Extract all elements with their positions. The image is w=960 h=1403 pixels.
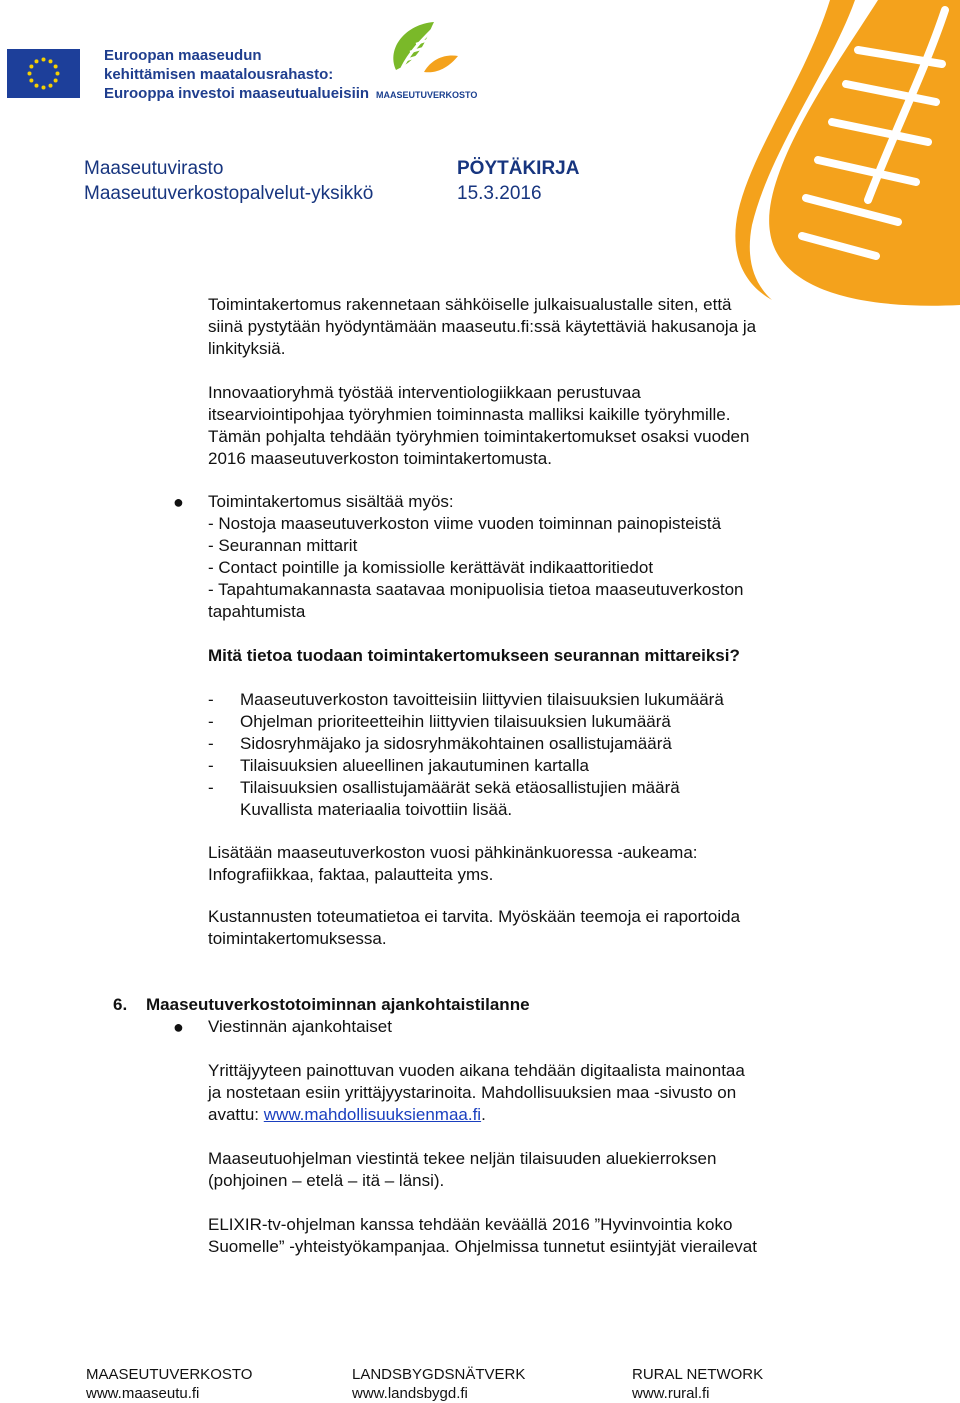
text-line: - Nostoja maaseutuverkoston viime vuoden toiminnan painopisteistä bbox=[208, 514, 722, 533]
footer-url[interactable]: www.landsbygd.fi bbox=[352, 1385, 468, 1402]
paragraph-platform bbox=[208, 294, 848, 360]
footer-name: RURAL NETWORK bbox=[632, 1366, 764, 1383]
list-item: - Ohjelman prioriteetteihin liittyvien tilaisuuksien lukumäärä bbox=[208, 712, 671, 731]
paragraph-innovation-group bbox=[208, 382, 848, 470]
text-line: ELIXIR-tv-ohjelman kanssa tehdään keväällä 2016 ”Hyvinvointia koko bbox=[208, 1215, 733, 1234]
footer-name: LANDSBYGDSNÄTVERK bbox=[352, 1366, 526, 1383]
mahdollisuuksienmaa-link[interactable]: www.mahdollisuuksienmaa.fi bbox=[263, 1105, 482, 1124]
text-line: Toimintakertomus sisältää myös: bbox=[208, 492, 454, 511]
text-span: avattu: bbox=[208, 1105, 264, 1124]
text-line: Lisätään maaseutuverkoston vuosi pähkinänkuoressa -aukeama: bbox=[208, 843, 698, 862]
document-date: 15.3.2016 bbox=[457, 183, 542, 204]
paragraph-entrepreneurship bbox=[208, 1060, 848, 1126]
text-line: ja nostetaan esiin yrittäjyystarinoita. Mahdollisuuksien maa -sivusto on bbox=[208, 1083, 737, 1102]
leaf-logo-icon bbox=[376, 18, 468, 80]
footer-col-maaseutuverkosto bbox=[86, 1365, 252, 1403]
text-line: Tämän pohjalta tehdään työryhmien toimintakertomukset osaksi vuoden bbox=[208, 427, 750, 446]
text-line: tapahtumista bbox=[208, 602, 306, 621]
list-item-text: Maaseutuverkoston tavoitteisiin liittyvien tilaisuuksien lukumäärä bbox=[240, 690, 724, 709]
footer-name: MAASEUTUVERKOSTO bbox=[86, 1366, 253, 1383]
list-item: - Tilaisuuksien alueellinen jakautuminen kartalla bbox=[208, 756, 590, 775]
eu-flag-icon bbox=[7, 49, 80, 98]
text-line bbox=[208, 1104, 848, 1126]
section-title: Maaseutuverkostotoiminnan ajankohtaistilanne bbox=[146, 995, 530, 1014]
text-line: Yrittäjyyteen painottuvan vuoden aikana tehdään digitaalista mainontaa bbox=[208, 1061, 745, 1080]
org-unit: Maaseutuverkostopalvelut-yksikkö bbox=[84, 183, 374, 204]
question-heading: Mitä tietoa tuodaan toimintakertomukseen seurannan mittareiksi? bbox=[208, 646, 740, 665]
list-item: - Tilaisuuksien osallistujamäärät sekä etäosallistujien määrä bbox=[208, 778, 680, 797]
text-line: Suomelle” -yhteistyökampanjaa. Ohjelmissa tunnetut esiintyjät vierailevat bbox=[208, 1237, 757, 1256]
section-number: 6. bbox=[113, 995, 128, 1014]
text-line: - Seurannan mittarit bbox=[208, 536, 358, 555]
text-span: . bbox=[481, 1105, 486, 1124]
text-line: - Tapahtumakannasta saatavaa monipuolisia tietoa maaseutuverkoston bbox=[208, 580, 744, 599]
list-item-text: Tilaisuuksien osallistujamäärät sekä etäosallistujien määrä bbox=[240, 778, 680, 797]
footer-url[interactable]: www.maaseutu.fi bbox=[86, 1385, 200, 1402]
text-line: - Contact pointille ja komissiolle kerättävät indikaattoritiedot bbox=[208, 558, 654, 577]
text-line: Innovaatioryhmä työstää interventiologiikkaan perustuvaa bbox=[208, 383, 641, 402]
eu-fund-text bbox=[104, 46, 369, 103]
footer-col-rural-network bbox=[632, 1365, 763, 1403]
list-item: - Maaseutuverkoston tavoitteisiin liittyvien tilaisuuksien lukumäärä bbox=[208, 690, 724, 709]
text-line: itsearviointipohjaa työryhmien toiminnasta malliksi kaikille työryhmille. bbox=[208, 405, 731, 424]
list-item-note bbox=[208, 799, 848, 821]
list-item-text: Ohjelman prioriteetteihin liittyvien tilaisuuksien lukumäärä bbox=[240, 712, 671, 731]
paragraph-elixir bbox=[208, 1214, 848, 1258]
bullet-communications: Viestinnän ajankohtaiset bbox=[208, 1017, 392, 1036]
list-item-text: Tilaisuuksien alueellinen jakautuminen kartalla bbox=[240, 756, 590, 775]
eu-fund-line: kehittämisen maatalousrahasto: bbox=[104, 66, 334, 83]
bullet-report-contents bbox=[208, 491, 848, 623]
text-line: Toimintakertomus rakennetaan sähköiselle julkaisualustalle siten, että bbox=[208, 295, 732, 314]
text-line: siinä pystytään hyödyntämään maaseutu.fi:ssä käytettäviä hakusanoja ja bbox=[208, 317, 757, 336]
decorative-swirl-graphic bbox=[690, 0, 960, 310]
bullet-icon: ● bbox=[173, 492, 184, 512]
text-line: Infografiikkaa, faktaa, palautteita yms. bbox=[208, 865, 494, 884]
paragraph-infographic bbox=[208, 842, 848, 886]
list-item: - Sidosryhmäjako ja sidosryhmäkohtainen osallistujamäärä bbox=[208, 734, 672, 753]
paragraph-costs bbox=[208, 906, 848, 950]
note-text: Kuvallista materiaalia toivottiin lisää. bbox=[240, 800, 513, 819]
logo-text: MAASEUTUVERKOSTO bbox=[376, 90, 478, 100]
text-line: Kustannusten toteumatietoa ei tarvita. Myöskään teemoja ei raportoida bbox=[208, 907, 741, 926]
document-type: PÖYTÄKIRJA bbox=[457, 158, 580, 179]
maaseutuverkosto-logo bbox=[376, 18, 478, 100]
text-line: Maaseutuohjelman viestintä tekee neljän tilaisuuden aluekierroksen bbox=[208, 1149, 717, 1168]
text-line: linkityksiä. bbox=[208, 339, 286, 358]
metrics-list bbox=[208, 689, 848, 821]
text-line: toimintakertomuksessa. bbox=[208, 929, 387, 948]
eu-fund-line: Eurooppa investoi maaseutualueisiin bbox=[104, 85, 370, 102]
footer-url[interactable]: www.rural.fi bbox=[632, 1385, 710, 1402]
text-line: 2016 maaseutuverkoston toimintakertomusta. bbox=[208, 449, 552, 468]
text-line: (pohjoinen – etelä – itä – länsi). bbox=[208, 1171, 445, 1190]
list-item-text: Sidosryhmäjako ja sidosryhmäkohtainen osallistujamäärä bbox=[240, 734, 672, 753]
footer-col-landsbygdsnatverk bbox=[352, 1365, 525, 1403]
org-name: Maaseutuvirasto bbox=[84, 158, 224, 179]
bullet-icon: ● bbox=[173, 1017, 184, 1037]
paragraph-regional-tour bbox=[208, 1148, 848, 1192]
eu-fund-line: Euroopan maaseudun bbox=[104, 47, 262, 64]
